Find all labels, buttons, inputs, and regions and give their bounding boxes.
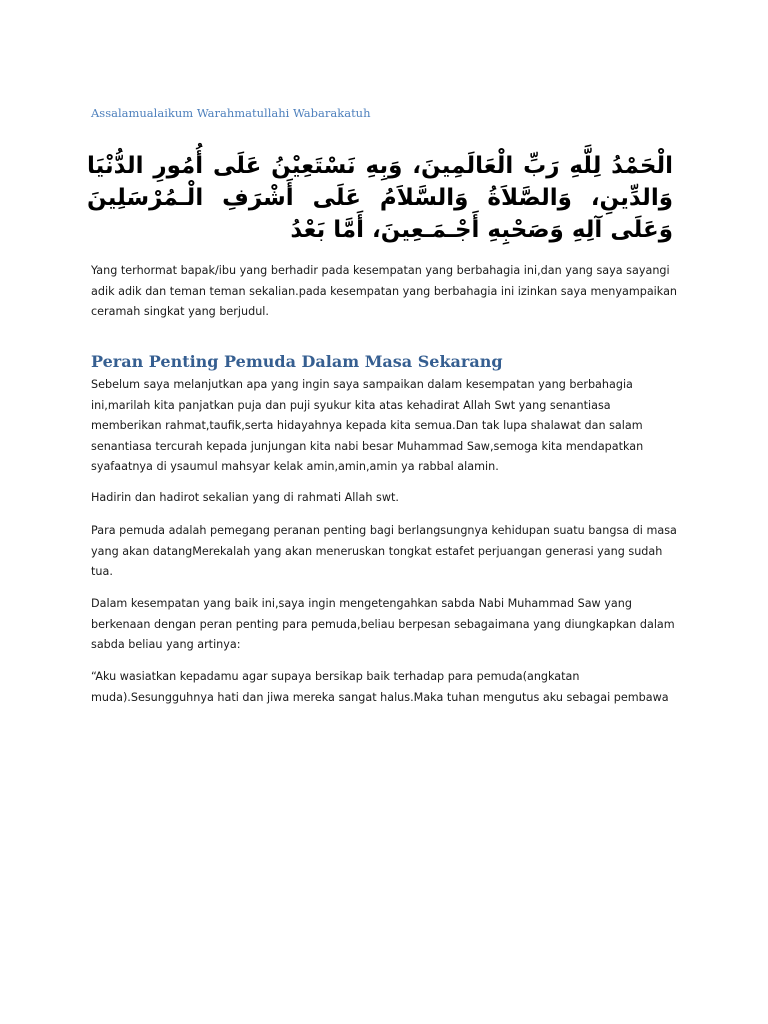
- section-heading: Peran Penting Pemuda Dalam Masa Sekarang: [91, 352, 503, 371]
- arabic-opening-text: الْحَمْدُ لِلَّهِ رَبِّ الْعَالَمِينَ، وَبِهِ نَسْتَعِيْنُ عَلَى أُمُورِ الدُّنْيَا وَالدِّينِ، وَالصَّلاَةُ وَالسَّلاَمُ عَلَى أَشْرَفِ الْـمُرْسَلِينَ وَعَلَى آلِهِ وَصَحْبِهِ أَجْـمَـعِينَ، أَمَّا بَعْدُ: [87, 153, 673, 243]
- body-paragraph: Hadirin dan hadirot sekalian yang di rahmati Allah swt.: [91, 491, 399, 504]
- body-paragraph: Dalam kesempatan yang baik ini,saya ingin mengetengahkan sabda Nabi Muhammad Saw yang berkenaan dengan peran penting para pemuda,beliau berpesan sebagaimana yang diungkapkan dalam sabda beliau yang artinya:: [91, 597, 675, 651]
- body-paragraph: Para pemuda adalah pemegang peranan penting bagi berlangsungnya kehidupan suatu bangsa di masa yang akan datangMerekalah yang akan meneruskan tongkat estafet perjuangan generasi yang sudah tua.: [91, 524, 677, 578]
- intro-paragraph: Yang terhormat bapak/ibu yang berhadir pada kesempatan yang berbahagia ini,dan yang saya sayangi adik adik dan teman teman sekalian.pada kesempatan yang berbahagia ini izinkan saya menyampaikan ceramah singkat yang berjudul.: [91, 264, 678, 318]
- body-paragraph: “Aku wasiatkan kepadamu agar supaya bersikap baik terhadap para pemuda(angkatan muda).Sesungguhnya hati dan jiwa mereka sangat halus.Maka tuhan mengutus aku sebagai pembawa: [91, 670, 669, 704]
- greeting-line: Assalamualaikum Warahmatullahi Wabarakatuh: [91, 106, 371, 120]
- body-paragraph: Sebelum saya melanjutkan apa yang ingin saya sampaikan dalam kesempatan yang berbahagia ini,marilah kita panjatkan puja dan puji syukur kita atas kehadirat Allah Swt yang senantiasa memberikan rahmat,taufik,serta hidayahnya kepada kita semua.Dan tak lupa shalawat dan salam senantiasa tercurah kepada junjungan kita nabi besar Muhammad Saw,semoga kita mendapatkan syafaatnya di ysaumul mahsyar kelak amin,amin,amin ya rabbal alamin.: [91, 378, 644, 473]
